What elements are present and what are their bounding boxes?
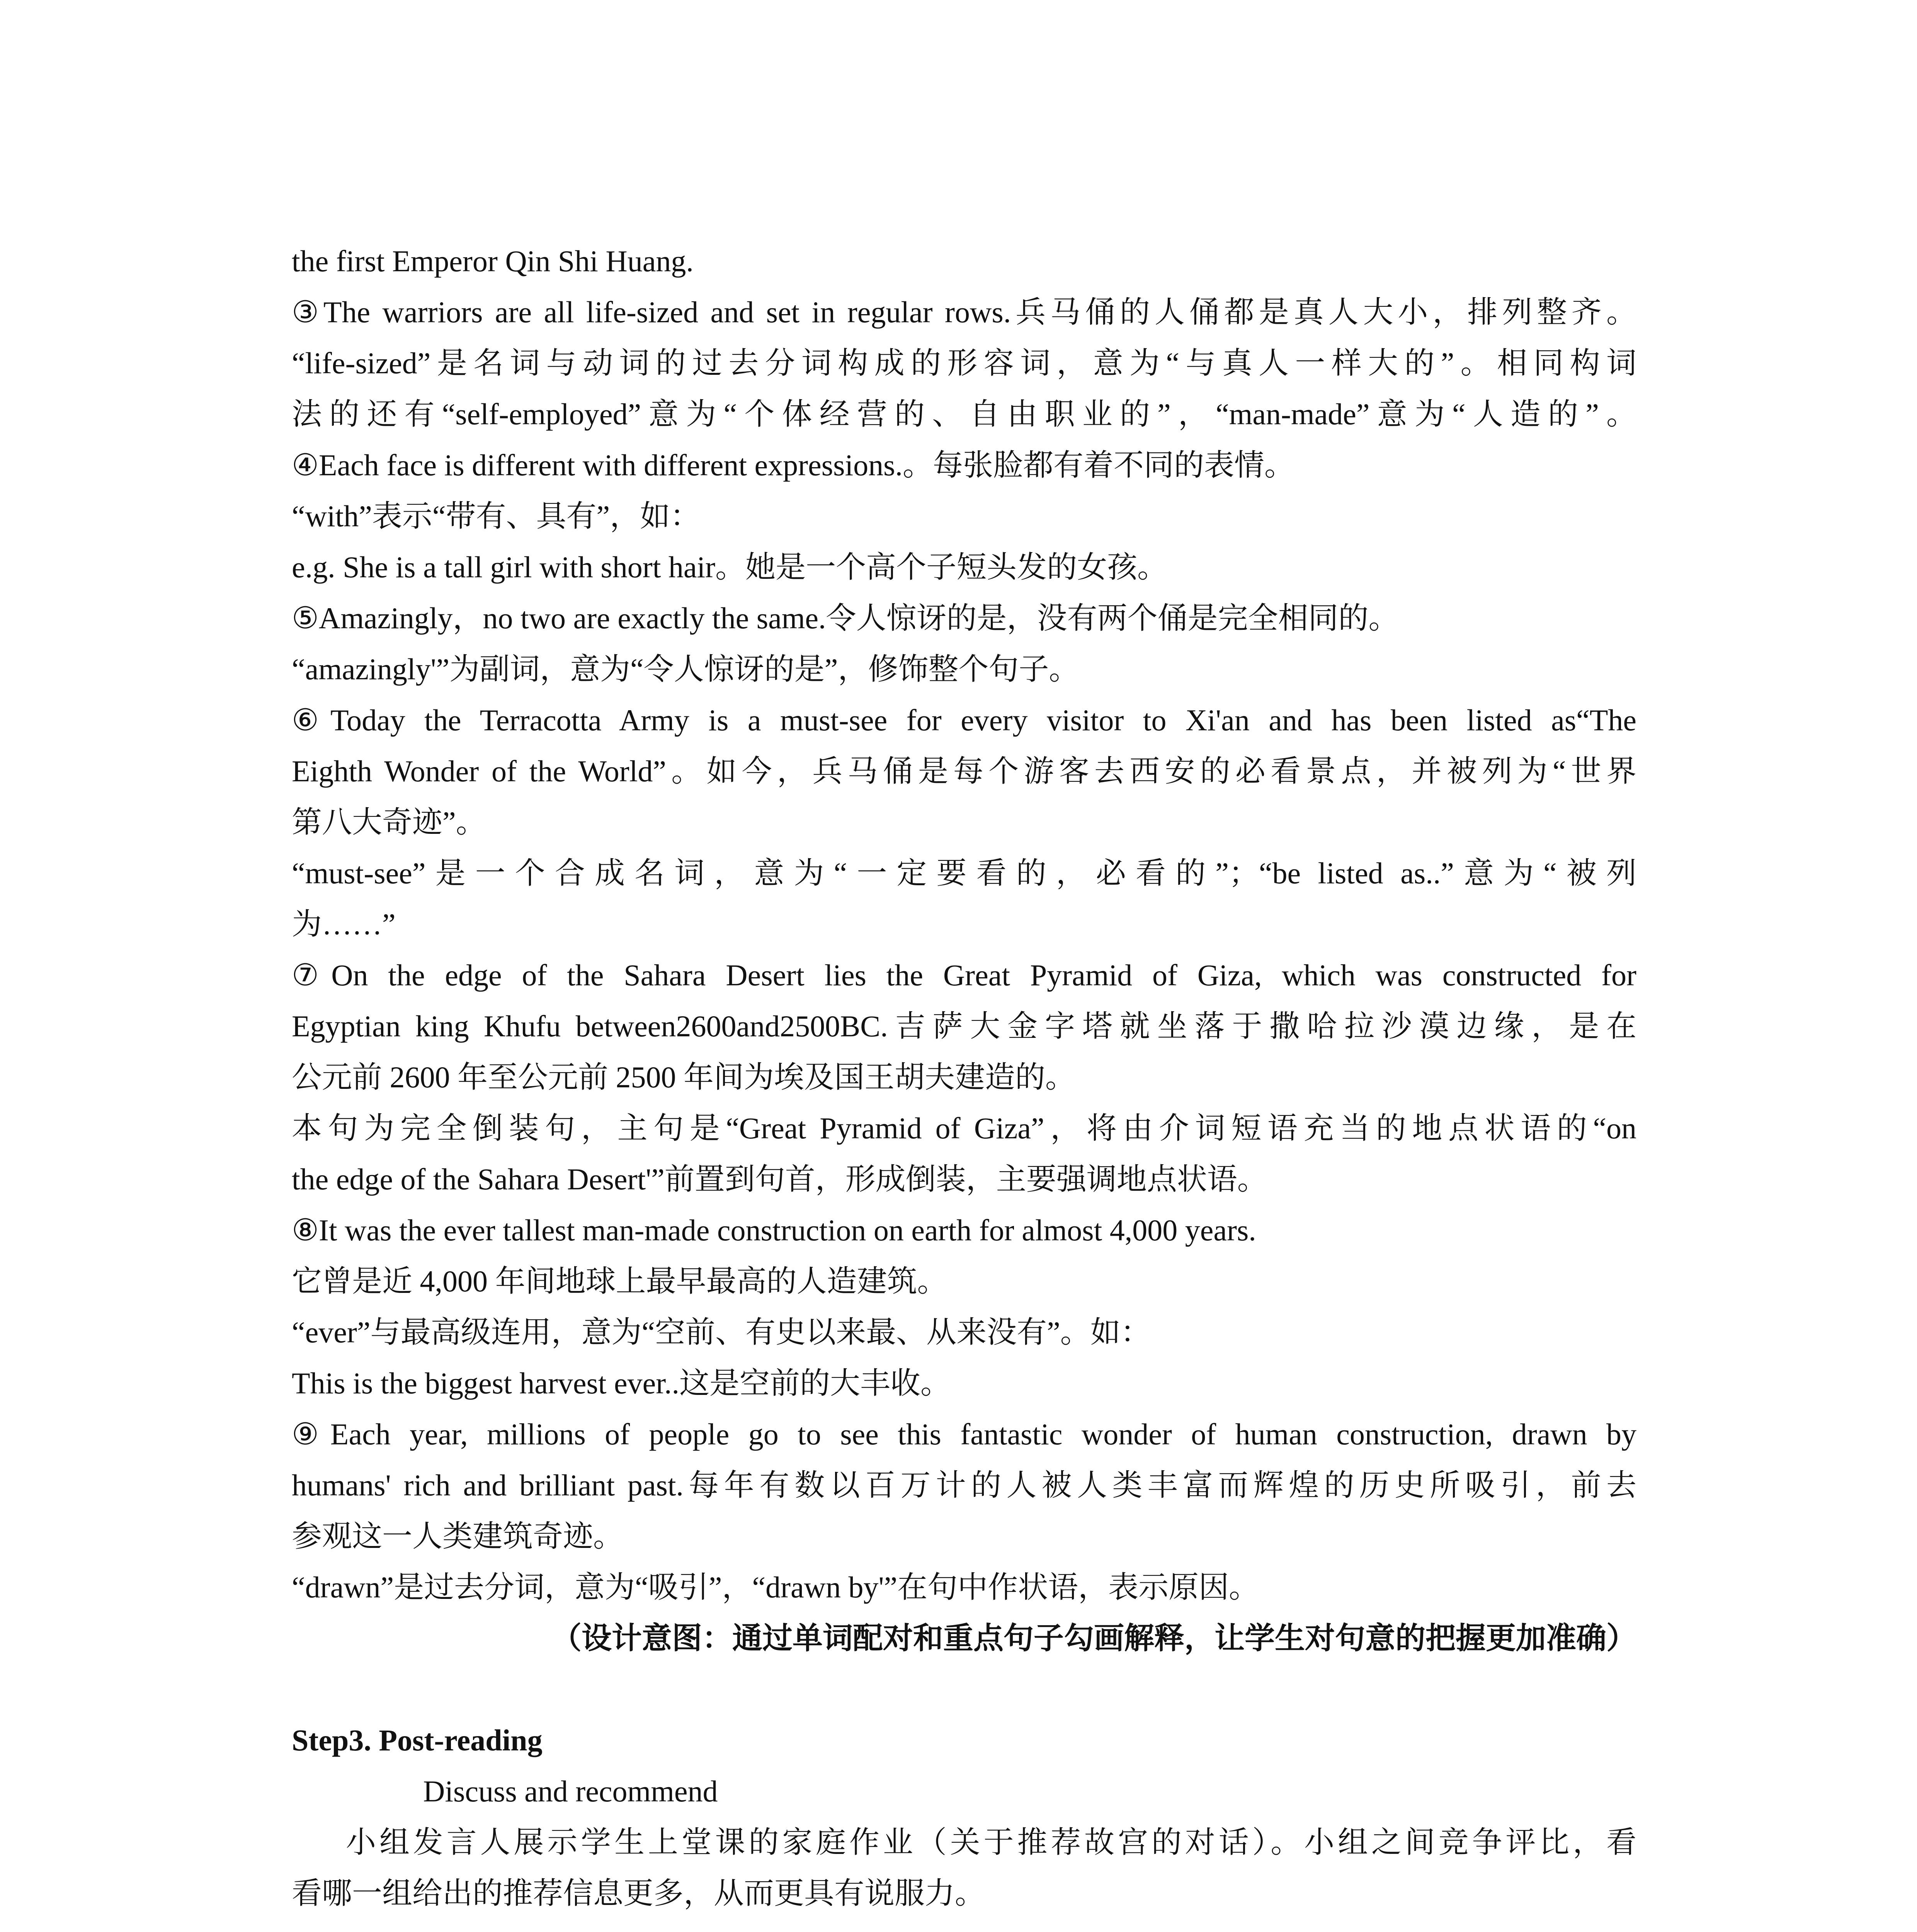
sentence-7-cont: 公元前 2600 年至公元前 2500 年间为埃及国王胡夫建造的。: [292, 1060, 1076, 1094]
explanation-line: “must-see”是一个合成名词，意为“一定要看的，必看的”；“be listed as..”意为“被列: [292, 856, 1636, 890]
example-line: This is the biggest harvest ever..这是空前的大丰收。: [292, 1366, 951, 1400]
step3-paragraph-cont: 看哪一组给出的推荐信息更多，从而更具有说服力。: [292, 1876, 985, 1910]
step3-subheading: Discuss and recommend: [423, 1774, 718, 1808]
sentence-6-cont: Eighth Wonder of the World”。如今，兵马俑是每个游客去西安的必看景点，并被列为“世界: [292, 754, 1636, 788]
sentence-8-translation: 它曾是近 4,000 年间地球上最早最高的人造建筑。: [292, 1264, 947, 1298]
explanation-line: 本句为完全倒装句，主句是“Great Pyramid of Giza”，将由介词短语充当的地点状语的“on: [292, 1111, 1636, 1145]
design-intent-note: （设计意图：通过单词配对和重点句子勾画解释，让学生对句意的把握更加准确）: [551, 1621, 1636, 1655]
sentence-7: ⑦On the edge of the Sahara Desert lies the Great Pyramid of Giza, which was constructed for: [292, 958, 1636, 992]
sentence-7-cont: Egyptian king Khufu between2600and2500BC.吉萨大金字塔就坐落于撒哈拉沙漠边缘，是在: [292, 1009, 1636, 1043]
sentence-8: ⑧It was the ever tallest man-made construction on earth for almost 4,000 years.: [292, 1213, 1256, 1247]
sentence-4: ④Each face is different with different expressions.。每张脸都有着不同的表情。: [292, 448, 1294, 482]
sentence-6: ⑥Today the Terracotta Army is a must-see for every visitor to Xi'an and has been listed as“The: [292, 703, 1636, 737]
explanation-line: “with”表示“带有、具有”，如：: [292, 499, 701, 533]
explanation-line: 法的还有“self-employed”意为“个体经营的、自由职业的”，“man-made”意为“人造的”。: [292, 397, 1636, 431]
step3-heading: Step3. Post-reading: [292, 1723, 543, 1757]
step3-paragraph: 小组发言人展示学生上堂课的家庭作业（关于推荐故宫的对话）。小组之间竞争评比，看: [346, 1825, 1636, 1859]
explanation-line: “life-sized”是名词与动词的过去分词构成的形容词，意为“与真人一样大的”。相同构词: [292, 346, 1636, 380]
explanation-line: the edge of the Sahara Desert'”前置到句首，形成倒装，主要强调地点状语。: [292, 1162, 1267, 1196]
sentence-6-cont: 第八大奇迹”。: [292, 805, 486, 839]
sentence-9: ⑨Each year, millions of people go to see this fantastic wonder of human construction, drawn by: [292, 1417, 1636, 1451]
explanation-line: “drawn”是过去分词，意为“吸引”，“drawn by'”在句中作状语，表示原因。: [292, 1570, 1259, 1604]
text-line: the first Emperor Qin Shi Huang.: [292, 244, 694, 278]
document-page: [292, 236, 1636, 1932]
example-line: e.g. She is a tall girl with short hair。她是一个高个子短头发的女孩。: [292, 550, 1168, 584]
sentence-9-cont: humans' rich and brilliant past.每年有数以百万计的人被人类丰富而辉煌的历史所吸引，前去: [292, 1468, 1636, 1502]
sentence-9-cont: 参观这一人类建筑奇迹。: [292, 1519, 624, 1553]
sentence-5: ⑤Amazingly，no two are exactly the same.令人惊讶的是，没有两个俑是完全相同的。: [292, 601, 1399, 635]
explanation-line: “ever”与最高级连用，意为“空前、有史以来最、从来没有”。如：: [292, 1315, 1151, 1349]
explanation-line: 为……”: [292, 907, 396, 941]
explanation-line: “amazingly'”为副词，意为“令人惊讶的是”，修饰整个句子。: [292, 652, 1079, 686]
sentence-3: ③The warriors are all life-sized and set in regular rows.兵马俑的人俑都是真人大小，排列整齐。: [292, 295, 1636, 329]
